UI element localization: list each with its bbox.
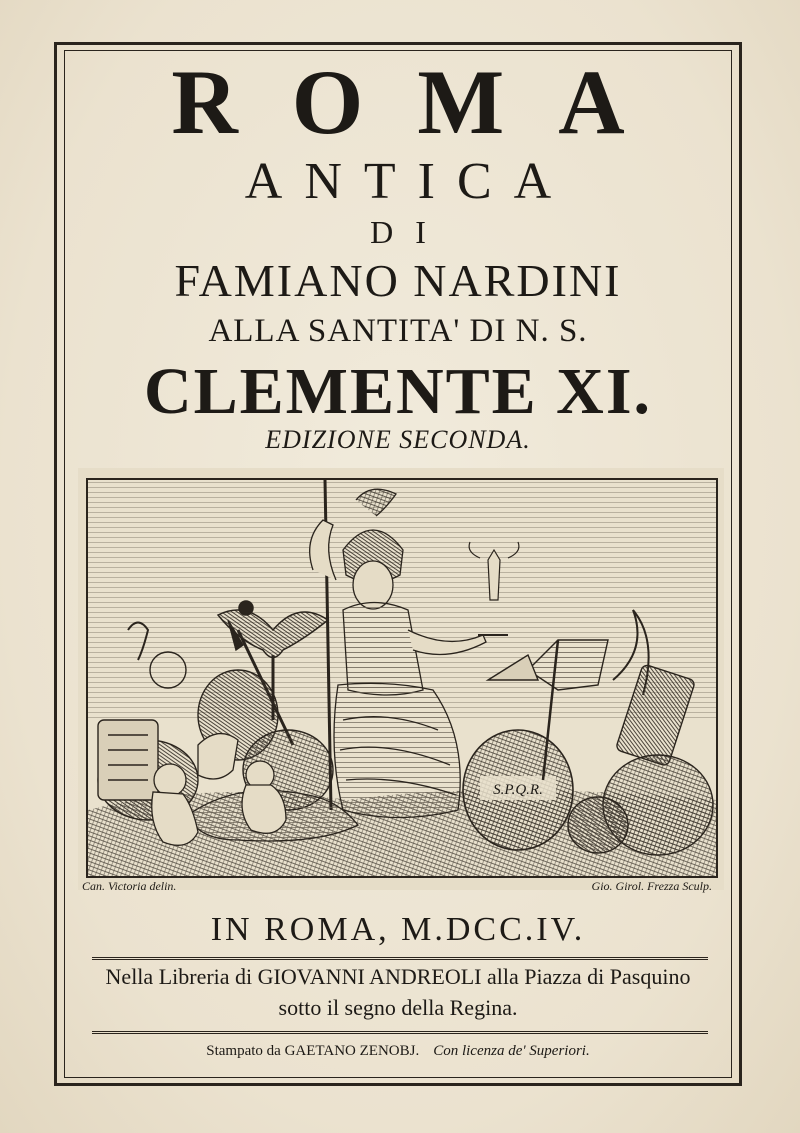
shield-inscription: S.P.Q.R. <box>493 782 543 798</box>
draftsman-credit: Can. Victoria delin. <box>82 879 177 893</box>
double-rule-upper <box>92 957 708 960</box>
author-preposition: DI <box>370 214 448 250</box>
book-subtitle: ANTICA <box>244 153 574 210</box>
author-name: FAMIANO NARDINI <box>174 255 622 306</box>
double-rule-lower <box>92 1031 708 1034</box>
license-statement: Con licenza de' Superiori. <box>433 1043 590 1059</box>
edition-statement: EDIZIONE SECONDA. <box>265 425 531 454</box>
printer-statement <box>64 1040 732 1062</box>
bookseller-line-2: sotto il segno della Regina. <box>278 995 518 1020</box>
engraver-credit: Gio. Girol. Frezza Sculp. <box>591 879 712 893</box>
bookseller-line-1: Nella Libreria di GIOVANNI ANDREOLI alla Piazza di Pasquino <box>105 964 691 989</box>
dedicatee-name: CLEMENTE XI. <box>143 355 653 428</box>
spqr-shield <box>463 730 573 850</box>
printer-name: Stampato da GAETANO ZENOBJ. <box>206 1043 420 1059</box>
engraving-roma-seated <box>86 478 718 878</box>
book-title: ROMA <box>171 51 679 153</box>
dedication-line: ALLA SANTITA' DI N. S. <box>208 313 588 349</box>
imprint-place-date: IN ROMA, M.DCC.IV. <box>210 911 586 948</box>
